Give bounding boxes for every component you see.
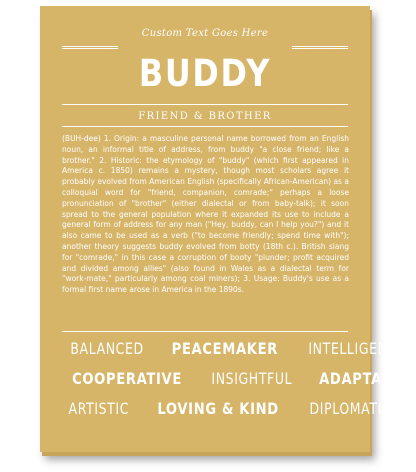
divider-line: [62, 104, 348, 105]
divider-line: [62, 126, 348, 127]
trait-row: [60, 399, 391, 418]
trait-word: BALANCED: [70, 339, 144, 358]
divider-line: [62, 46, 118, 47]
trait-word: ADAPTABLE: [319, 369, 412, 388]
name-definition: (BUH-dee) 1. Origin: a masculine personal name borrowed from an English noun, an informal title of address, from buddy "a close friend; like a brother." 2. Historic: the etymology of "buddy" (which first appeared in America c. 1850) remains a mystery, though most scholars agree it probably evolved from American English (specifically African-American) as a colloquial word for "friend, companion, comrade;" perhaps a loose pronunciation of "brother" (either dialectal or from baby-talk); it soon spread to the general population where it expanded its use to include a general form of address for any man ("Hey, buddy, can I help you?") and it also came to be used as a verb ("to become friendly; spend time with"); another theory suggests buddy evolved from botty (18th c.). British slang for "comrade," in this case a corruption of booty "plunder; profit acquired and divided among allies" (also found in Wales as a dialectal term for "work-mate," particularly among coal miners); 3. Usage: Buddy's use as a formal first name arose in America in the 1890s.: [62, 134, 349, 295]
name-title: BUDDY: [138, 52, 272, 95]
top-divider: [40, 46, 370, 48]
subtitle-divider-bottom: [40, 126, 370, 128]
traits-divider: [40, 331, 370, 333]
trait-word: LOVING & KIND: [156, 399, 279, 418]
trait-word: DIPLOMATIC: [309, 399, 391, 418]
trait-word: INSIGHTFUL: [211, 369, 293, 388]
trait-word: COOPERATIVE: [72, 369, 182, 388]
trait-word: ARTISTIC: [68, 399, 130, 418]
divider-line: [292, 46, 348, 47]
custom-tagline: Custom Text Goes Here: [141, 28, 269, 39]
name-print: [40, 6, 412, 452]
divider-line: [62, 48, 118, 49]
trait-row: [60, 369, 412, 388]
trait-row: [60, 339, 396, 358]
divider-line: [62, 331, 348, 332]
subtitle-divider: [40, 104, 370, 106]
trait-word: PEACEMAKER: [171, 339, 279, 358]
name-subtitle: FRIEND & BROTHER: [138, 111, 272, 122]
divider-line: [292, 48, 348, 49]
trait-word: INTELLIGENT: [307, 339, 396, 358]
